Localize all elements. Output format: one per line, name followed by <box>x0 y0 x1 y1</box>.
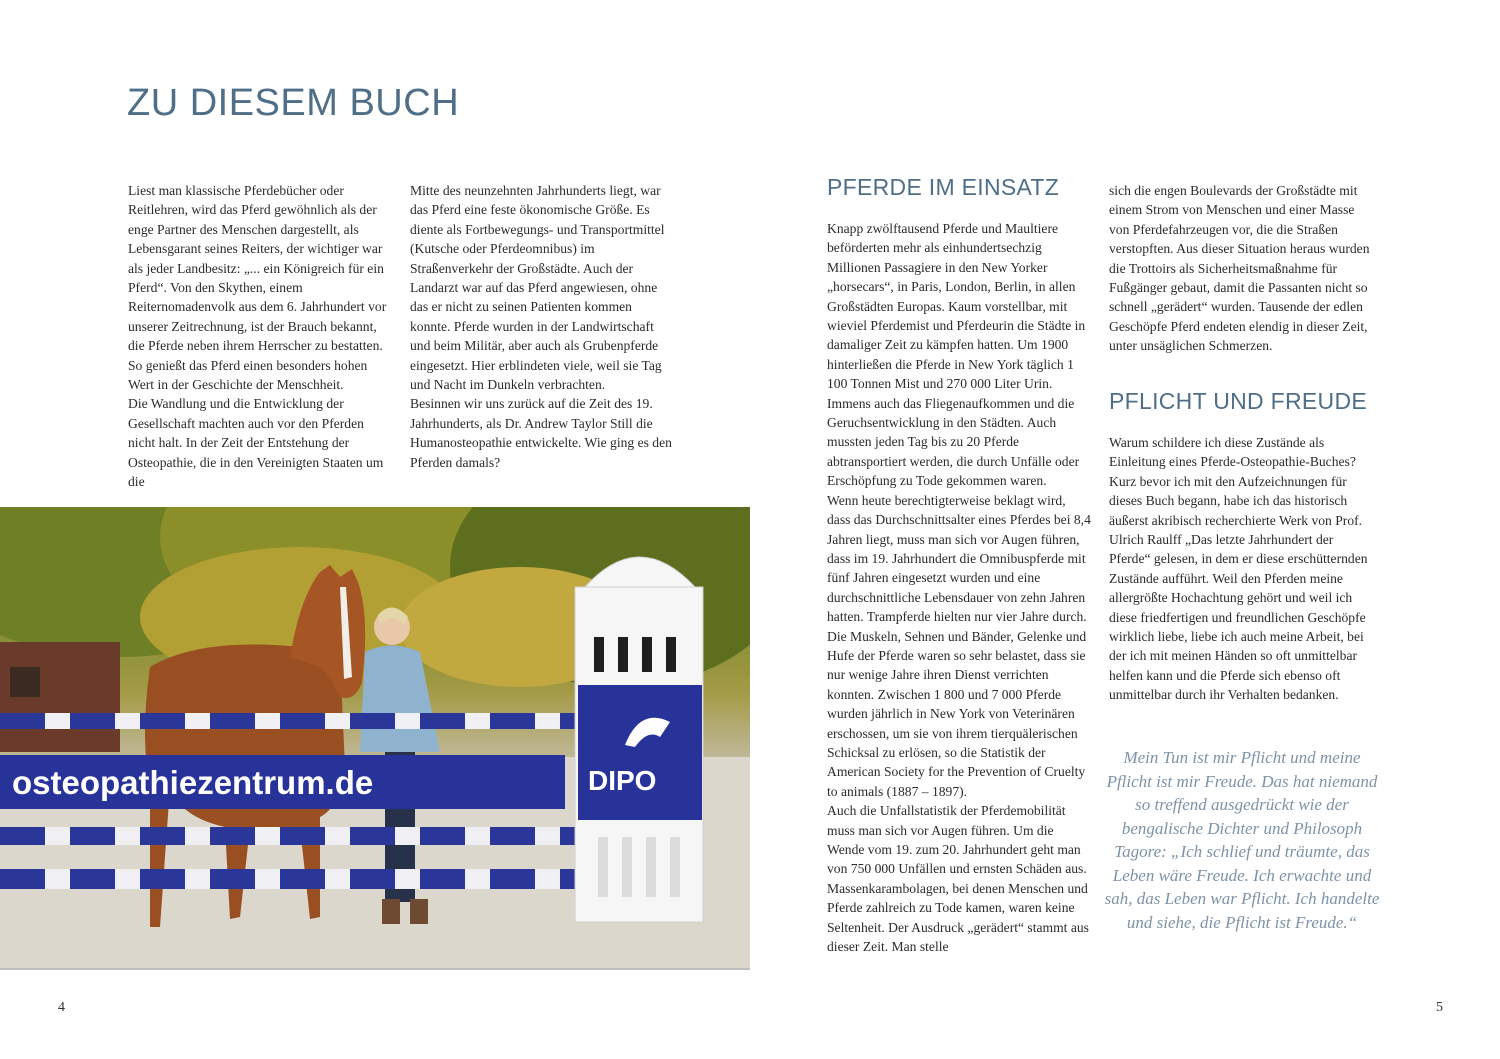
photo-illustration <box>0 507 750 968</box>
paragraph: Wenn heute berechtigterweise beklagt wird, dass das Durchschnittsalter eines Pferdes bei 8,4 Jahren liegt, muss man sich vor Augen führen, dass im 19. Jahrhundert die Omnibuspferde mit fünf Jahren eingesetzt wurden und eine durchschnittliche Lebensdauer von zehn Jahren hatten. Trampferde hielten nur vier Jahre durch. <box>827 492 1091 625</box>
dipo-logo-text: DIPO <box>588 765 657 796</box>
text-column-1 <box>128 181 393 492</box>
paragraph: sich die engen Boulevards der Großstädte mit einem Strom von Menschen und einer Masse von Pferdefahrzeugen vor, die die Straßen verstopften. Aus dieser Situation heraus wurden die Trottoirs als Sicherheitsmaßnahme für Fußgänger gebaut, damit die Passanten nicht so schnell „gerädert“ wurden. Tausende der edlen Geschöpfe Pferd endeten elendig in dieser Zeit, unter unsäglichen Schmerzen. <box>1109 183 1370 354</box>
paragraph: Besinnen wir uns zurück auf die Zeit des 19. Jahrhunderts, als Dr. Andrew Taylor Still die Humanosteopathie entwickelte. Wie ging es den Pferden damals? <box>410 396 672 470</box>
pull-quote <box>1102 746 1382 934</box>
page-title: ZU DIESEM BUCH <box>127 82 460 124</box>
quote-text: Mein Tun ist mir Pflicht und meine Pflicht ist mir Freude. Das hat niemand so treffend ausgedrückt wie der bengalische Dichter und Philosoph Tagore: „Ich schlief und träumte, das Leben wäre Freude. Ich erwachte und sah, das Leben war Pflicht. Ich handelte und siehe, die Pflicht ist Freude.“ <box>1104 748 1380 932</box>
page-number-right: 5 <box>1436 1000 1443 1015</box>
paragraph: Liest man klassische Pferdebücher oder Reitlehren, wird das Pferd gewöhnlich als der enge Partner des Menschen dargestellt, als Lebensgarant seines Reiters, der wichtiger war als jeder Landbesitz: „... ein Königreich für ein Pferd“. Von den Skythen, einem Reiternomadenvolk aus dem 6. Jahrhundert vor unserer Zeitrechnung, ist der Brauch bekannt, die Pferde neben ihrem Herrscher zu bestatten. So genießt das Pferd einen besonders hohen Wert in der Geschichte der Menschheit. <box>128 183 387 393</box>
section-title-pflicht-und-freude: PFLICHT UND FREUDE <box>1109 388 1367 414</box>
text-column-5 <box>1109 433 1374 705</box>
horse-photo <box>0 507 750 968</box>
text-column-3 <box>827 219 1092 956</box>
paragraph: Mitte des neunzehnten Jahrhunderts liegt, war das Pferd eine feste ökonomische Größe. Es diente als Fortbewegungs- und Transportmittel (Kutsche oder Pferdeomnibus) im Straßenverkehr der Großstädte. Auch der Landarzt war auf das Pferd angewiesen, ohne das er nicht zu seinen Patienten kommen konnte. Pferde wurden in der Landwirtschaft und beim Militär, aber auch als Grubenpferde eingesetzt. Hier erblindeten viele, weil sie Tag und Nacht im Dunkeln verbrachten. <box>410 183 665 393</box>
right-page <box>750 0 1500 1059</box>
banner-text: osteopathiezentrum.de <box>12 764 374 801</box>
text-column-4 <box>1109 181 1374 356</box>
photo-divider <box>0 968 750 970</box>
paragraph: Die Wandlung und die Entwicklung der Gesellschaft machten auch vor den Pferden nicht halt. In der Zeit der Entstehung der Osteopathie, die in den Vereinigten Staaten um die <box>128 396 384 490</box>
text-column-2 <box>410 181 675 472</box>
paragraph: Die Muskeln, Sehnen und Bänder, Gelenke und Hufe der Pferde waren so sehr belastet, dass sie nur wenige Jahre ihren Dienst verrichten konnten. Zwischen 1 800 und 7 000 Pferde wurden jährlich in New York von Veterinären erschossen, um sie von ihrem tierquälerischen Schicksal zu erlösen, so die Statistik der American Society for the Prevention of Cruelty to animals (1887 – 1897). <box>827 628 1087 799</box>
paragraph: Auch die Unfallstatistik der Pferdemobilität muss man sich vor Augen führen. Um die Wende vom 19. zum 20. Jahrhundert geht man von 750 000 Unfällen und ernsten Schäden aus. Massenkarambolagen, bei denen Menschen und Pferde zahlreich zu Tode kamen, waren keine Seltenheit. Der Ausdruck „gerädert“ stammt aus dieser Zeit. Man stelle <box>827 803 1089 955</box>
section-title-pferde-im-einsatz: PFERDE IM EINSATZ <box>827 174 1060 200</box>
paragraph: Knapp zwölftausend Pferde und Maultiere beförderten mehr als einhundertsechzig Millionen Passagiere in den New Yorker „horsecars“, in Paris, London, Berlin, in allen Großstädten Europas. Kaum vorstellbar, mit wieviel Pferdemist und Pferdeurin die Städte in damaliger Zeit zu kämpfen hatten. Um 1900 hinterließen die Pferde in New York täglich 1 100 Tonnen Mist und 270 000 Liter Urin. Immens auch das Fliegenaufkommen und die Geruchsentwicklung in den Städten. Auch mussten jeden Tag bis zu 20 Pferde abtransportiert werden, die durch Unfälle oder Erschöpfung zu Tode gekommen waren. <box>827 221 1086 489</box>
paragraph: Warum schildere ich diese Zustände als Einleitung eines Pferde-Osteopathie-Buches? Kurz bevor ich mit den Aufzeichnungen für dieses Buch begann, habe ich das historisch äußerst akribisch recherchierte Werk von Prof. Ulrich Raulff „Das letzte Jahrhundert der Pferde“ gelesen, in dem er diese erschütternden Zustände aufführt. Weil den Pferden meine allergrößte Hochachtung gehört und weil ich diese friedfertigen und freundlichen Geschöpfe wirklich liebe, liebe ich auch meine Arbeit, bei der ich mit meinen Händen so oft unmittelbar helfen kann und die Pferde sich ebenso oft unmittelbar durch ihr Verhalten bedanken. <box>1109 435 1368 703</box>
page-number-left: 4 <box>58 1000 65 1015</box>
